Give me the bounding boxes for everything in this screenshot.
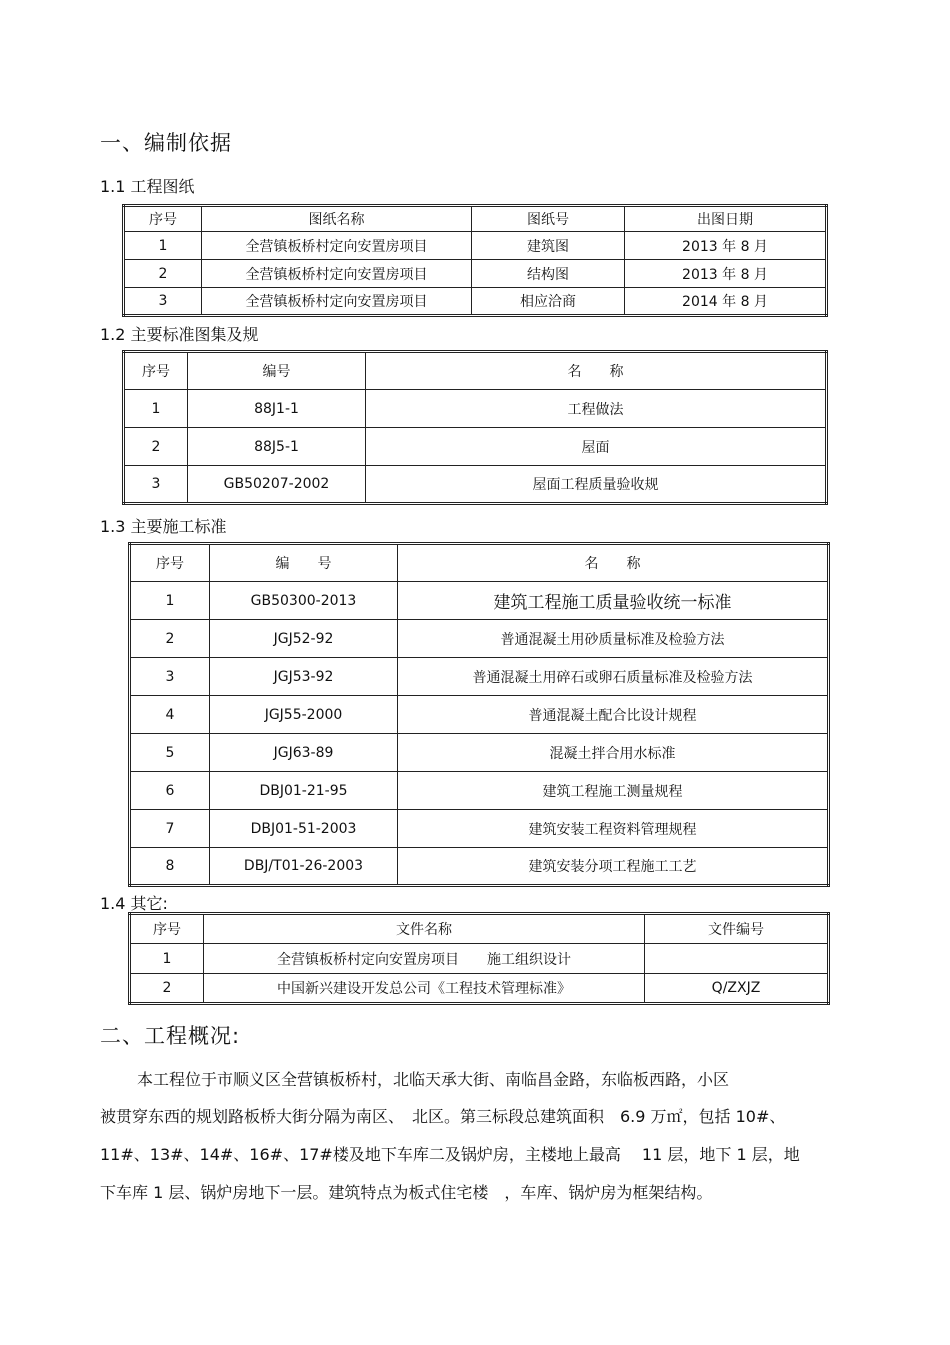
- subsection-1-2-title: 1.2 主要标准图集及规: [100, 325, 259, 344]
- table-row: [124, 288, 827, 316]
- table-cell: 工程做法: [366, 390, 827, 428]
- construction-standards-table: [128, 542, 830, 887]
- header-cell: 名 称: [398, 544, 829, 582]
- table-row: [124, 260, 827, 288]
- table-cell: 8: [130, 848, 210, 886]
- overview-paragraph-line: 本工程位于市顺义区全营镇板桥村，北临天承大街、南临昌金路，东临板西路，小区: [137, 1070, 730, 1089]
- table-cell: 混凝土拌合用水标准: [398, 734, 829, 772]
- table-header-row: [130, 914, 829, 944]
- table-cell: 88J1-1: [188, 390, 366, 428]
- table-cell: 建筑图: [472, 232, 625, 260]
- table-cell: 普通混凝土用砂质量标准及检验方法: [398, 620, 829, 658]
- overview-paragraph-line: 下车库 1 层、锅炉房地下一层。建筑特点为板式住宅楼 ，车库、锅炉房为框架结构。: [100, 1183, 713, 1202]
- table-row: [130, 848, 829, 886]
- table-cell: JGJ53-92: [210, 658, 398, 696]
- table-cell: 建筑工程施工质量验收统一标准: [398, 582, 829, 620]
- table-cell: 相应洽商: [472, 288, 625, 316]
- subsection-1-3-title: 1.3 主要施工标准: [100, 517, 227, 536]
- table-row: [124, 466, 827, 504]
- table-cell: 2013 年 8 月: [625, 260, 827, 288]
- table-cell: JGJ63-89: [210, 734, 398, 772]
- table-cell: 2014 年 8 月: [625, 288, 827, 316]
- table-cell: 1: [124, 232, 202, 260]
- table-cell: GB50300-2013: [210, 582, 398, 620]
- section2-title: 二、工程概况:: [100, 1024, 241, 1048]
- table-header-row: [124, 352, 827, 390]
- other-documents-table: [128, 912, 830, 1005]
- table-cell: 建筑工程施工测量规程: [398, 772, 829, 810]
- table-cell: 普通混凝土配合比设计规程: [398, 696, 829, 734]
- table-cell: DBJ/T01-26-2003: [210, 848, 398, 886]
- table-row: [130, 734, 829, 772]
- table-row: [130, 696, 829, 734]
- table-row: [130, 944, 829, 974]
- table-cell: 结构图: [472, 260, 625, 288]
- table-cell: 普通混凝土用碎石或卵石质量标准及检验方法: [398, 658, 829, 696]
- overview-paragraph-line: 被贯穿东西的规划路板桥大街分隔为南区、 北区。第三标段总建筑面积 6.9 万㎡，包括 10#、: [100, 1107, 786, 1126]
- table-row: [130, 658, 829, 696]
- table-cell: 2: [130, 974, 204, 1004]
- table-cell: 7: [130, 810, 210, 848]
- header-cell: 出图日期: [625, 206, 827, 232]
- table-cell: JGJ55-2000: [210, 696, 398, 734]
- table-row: [130, 582, 829, 620]
- table-header-row: [130, 544, 829, 582]
- table-cell: 建筑安装分项工程施工工艺: [398, 848, 829, 886]
- table-cell: 2: [124, 260, 202, 288]
- table-cell: 1: [130, 582, 210, 620]
- table-cell: 1: [124, 390, 188, 428]
- table-row: [130, 974, 829, 1004]
- table-row: [130, 810, 829, 848]
- table-cell: 建筑安装工程资料管理规程: [398, 810, 829, 848]
- table-cell: 中国新兴建设开发总公司《工程技术管理标准》: [204, 974, 645, 1004]
- subsection-1-4-title: 1.4 其它:: [100, 894, 168, 913]
- header-cell: 名 称: [366, 352, 827, 390]
- header-cell: 文件编号: [645, 914, 829, 944]
- overview-paragraph-line: 11#、13#、14#、16#、17#楼及地下车库二及锅炉房，主楼地上最高 11 层，地下 1 层，地: [100, 1145, 800, 1164]
- table-row: [124, 390, 827, 428]
- table-cell: 3: [130, 658, 210, 696]
- table-row: [124, 232, 827, 260]
- table-row: [124, 428, 827, 466]
- subsection-1-1-title: 1.1 工程图纸: [100, 177, 195, 196]
- header-cell: 图纸号: [472, 206, 625, 232]
- table-cell: DBJ01-21-95: [210, 772, 398, 810]
- table-cell: 88J5-1: [188, 428, 366, 466]
- table-cell: 5: [130, 734, 210, 772]
- table-row: [130, 620, 829, 658]
- header-cell: 编号: [188, 352, 366, 390]
- table-cell: 全营镇板桥村定向安置房项目: [202, 260, 472, 288]
- table-cell: 3: [124, 466, 188, 504]
- header-cell: 序号: [124, 206, 202, 232]
- table-cell: GB50207-2002: [188, 466, 366, 504]
- table-cell: 全营镇板桥村定向安置房项目 施工组织设计: [204, 944, 645, 974]
- table-cell: 2013 年 8 月: [625, 232, 827, 260]
- table-cell: 3: [124, 288, 202, 316]
- header-cell: 图纸名称: [202, 206, 472, 232]
- table-cell: JGJ52-92: [210, 620, 398, 658]
- header-cell: 序号: [130, 914, 204, 944]
- table-cell: 屋面: [366, 428, 827, 466]
- table-cell: 屋面工程质量验收规: [366, 466, 827, 504]
- table-header-row: [124, 206, 827, 232]
- table-cell: 2: [124, 428, 188, 466]
- table-cell: Q/ZXJZ: [645, 974, 829, 1004]
- table-cell: 2: [130, 620, 210, 658]
- table-cell: DBJ01-51-2003: [210, 810, 398, 848]
- header-cell: 文件名称: [204, 914, 645, 944]
- header-cell: 编 号: [210, 544, 398, 582]
- header-cell: 序号: [130, 544, 210, 582]
- table-cell: 4: [130, 696, 210, 734]
- table-cell: 6: [130, 772, 210, 810]
- standards-atlas-table: [122, 350, 828, 505]
- table-cell: 全营镇板桥村定向安置房项目: [202, 232, 472, 260]
- drawings-table: [122, 204, 828, 317]
- section1-title: 一、编制依据: [100, 131, 232, 155]
- header-cell: 序号: [124, 352, 188, 390]
- table-cell: 1: [130, 944, 204, 974]
- table-row: [130, 772, 829, 810]
- table-cell: 全营镇板桥村定向安置房项目: [202, 288, 472, 316]
- table-cell: [645, 944, 829, 974]
